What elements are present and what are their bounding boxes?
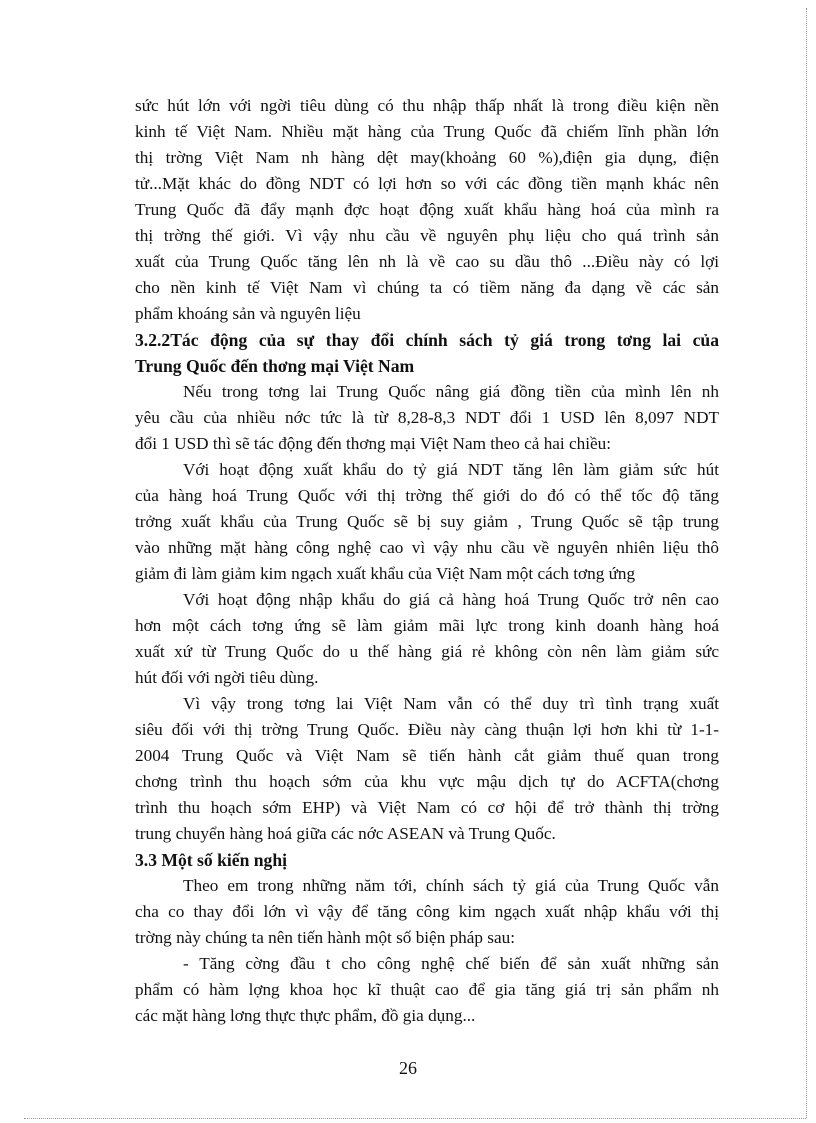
- page-border-bottom: [24, 1118, 806, 1119]
- paragraph-line: vào những mặt hàng công nghệ cao vì vậy nhu cầu về nguyên nhiên liệu thô: [135, 538, 719, 557]
- paragraph-line: 2004 Trung Quốc và Việt Nam sẽ tiến hành cắt giảm thuế quan trong: [135, 746, 719, 765]
- paragraph-line: giảm đi làm giảm kim ngạch xuất khẩu của Việt Nam một cách tơng ứng: [135, 564, 636, 583]
- paragraph-line: xuất của Trung Quốc tăng lên nh là về cao su dầu thô ...Điều này có lợi: [135, 252, 719, 271]
- paragraph-line: Với hoạt động nhập khẩu do giá cả hàng hoá Trung Quốc trở nên cao: [183, 590, 719, 609]
- paragraph-line: hút đối với ngời tiêu dùng.: [135, 668, 319, 687]
- paragraph-line: thị trờng thế giới. Vì vậy nhu cầu về nguyên phụ liệu cho quá trình sản: [135, 226, 719, 245]
- paragraph-line: Trung Quốc đã đẩy mạnh đợc hoạt động xuất khẩu hàng hoá của mình ra: [135, 200, 719, 219]
- section-heading-line: 3.3 Một số kiến nghị: [135, 850, 288, 870]
- paragraph-line: trờng này chúng ta nên tiến hành một số biện pháp sau:: [135, 928, 515, 947]
- section-heading-line: Trung Quốc đến thơng mại Việt Nam: [135, 356, 415, 376]
- paragraph-line: kinh tế Việt Nam. Nhiều mặt hàng của Trung Quốc đã chiếm lĩnh phần lớn: [135, 122, 719, 141]
- paragraph-line: trung chuyển hàng hoá giữa các nớc ASEAN và Trung Quốc.: [135, 824, 556, 843]
- paragraph-line: Vì vậy trong tơng lai Việt Nam vẫn có thể duy trì tình trạng xuất: [183, 694, 719, 713]
- paragraph-line: trình thu hoạch sớm EHP) và Việt Nam có cơ hội để trở thành thị trờng: [135, 798, 719, 817]
- paragraph-line: xuất xứ từ Trung Quốc do u thế hàng giá rẻ không còn nên làm giảm sức: [135, 642, 719, 661]
- paragraph-line: chơng trình thu hoạch sớm của khu vực mậu dịch tự do ACFTA(chơng: [135, 772, 719, 791]
- paragraph-line: phẩm khoáng sản và nguyên liệu: [135, 304, 361, 323]
- page-number: 26: [399, 1058, 417, 1078]
- paragraph-line: thị trờng Việt Nam nh hàng dệt may(khoảng 60 %),điện gia dụng, điện: [135, 148, 719, 167]
- paragraph-line: Nếu trong tơng lai Trung Quốc nâng giá đồng tiền của mình lên nh: [183, 382, 719, 401]
- paragraph-line: phẩm có hàm lợng khoa học kĩ thuật cao để gia tăng giá trị sản phẩm nh: [135, 980, 719, 999]
- page-border-right: [806, 8, 807, 1118]
- paragraph-line: - Tăng cờng đầu t cho công nghệ chế biến để sản xuất những sản: [183, 954, 719, 973]
- paragraph-line: đổi 1 USD thì sẽ tác động đến thơng mại Việt Nam theo cả hai chiều:: [135, 434, 611, 453]
- paragraph-line: tử...Mặt khác do đồng NDT có lợi hơn so với các đồng tiền mạnh khác nên: [135, 174, 719, 193]
- paragraph-line: Với hoạt động xuất khẩu do tỷ giá NDT tăng lên làm giảm sức hút: [183, 460, 719, 479]
- paragraph-line: yêu cầu của nhiều nớc tức là từ 8,28-8,3 NDT đổi 1 USD lên 8,097 NDT: [135, 408, 719, 427]
- paragraph-line: Theo em trong những năm tới, chính sách tỷ giá của Trung Quốc vẫn: [183, 876, 719, 895]
- paragraph-line: siêu đối với thị trờng Trung Quốc. Điều này càng thuận lợi hơn khi từ 1-1-: [135, 720, 719, 739]
- paragraph-line: sức hút lớn với ngời tiêu dùng có thu nhập thấp nhất là trong điều kiện nền: [135, 96, 719, 115]
- page-body: [135, 93, 719, 1029]
- paragraph-line: trởng xuất khẩu của Trung Quốc sẽ bị suy giảm , Trung Quốc sẽ tập trung: [135, 512, 719, 531]
- paragraph-line: hơn một cách tơng ứng sẽ làm giảm mãi lực trong kinh doanh hàng hoá: [135, 616, 719, 635]
- paragraph-line: cho nền kinh tế Việt Nam vì chúng ta có tiềm năng đa dạng về các sản: [135, 278, 719, 297]
- section-heading-line: 3.2.2Tác động của sự thay đổi chính sách tỷ giá trong tơng lai của: [135, 330, 719, 350]
- paragraph-line: của hàng hoá Trung Quốc với thị trờng thế giới do đó có thể tốc độ tăng: [135, 486, 719, 505]
- paragraph-line: cha co thay đổi lớn vì vậy để tăng công kim ngạch xuất nhập khẩu với thị: [135, 902, 719, 921]
- paragraph-line: các mặt hàng lơng thực thực phẩm, đồ gia dụng...: [135, 1006, 476, 1025]
